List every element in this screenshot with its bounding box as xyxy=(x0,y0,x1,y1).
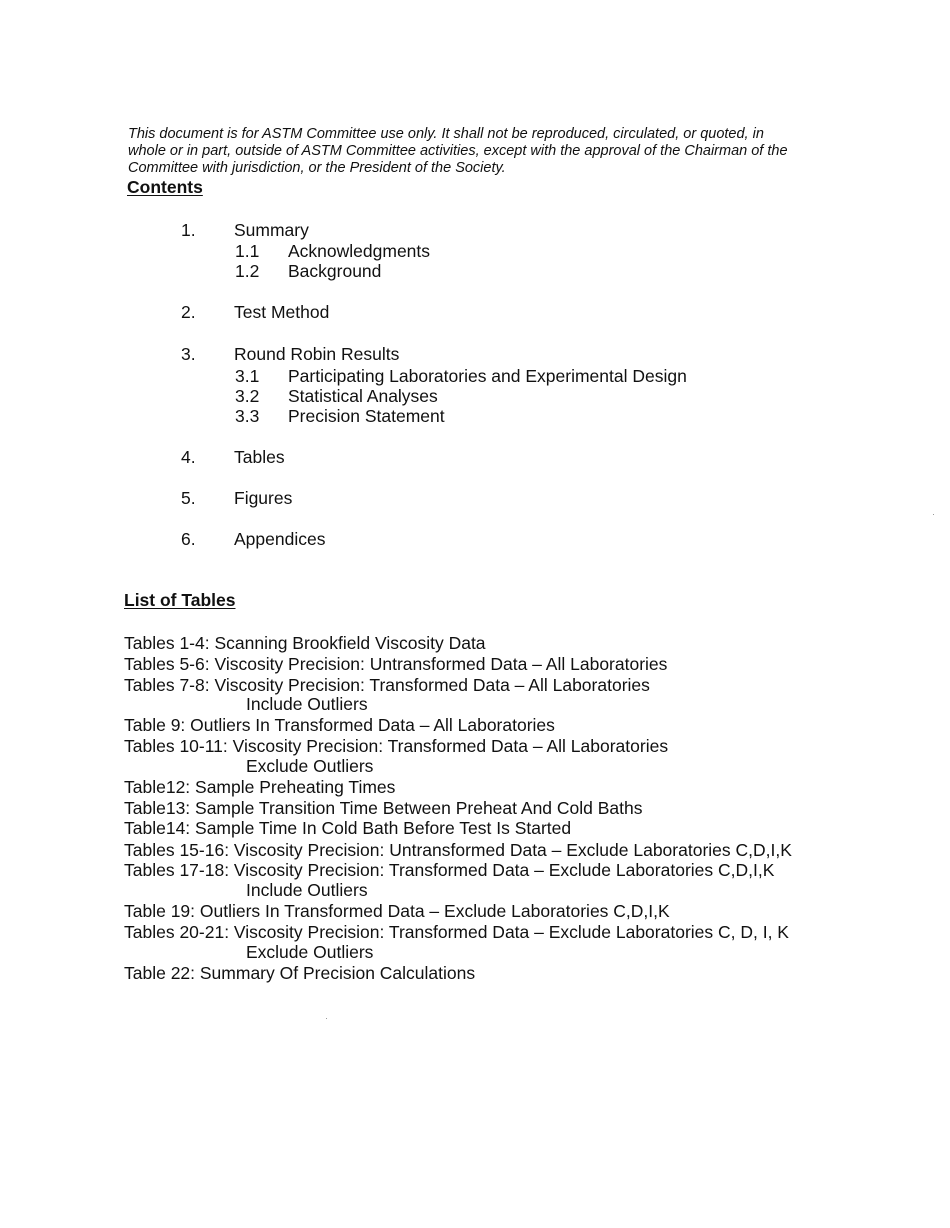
table-list-entry: Tables 7-8: Viscosity Precision: Transformed Data – All Laboratories xyxy=(124,675,650,695)
table-list-entry: Table13: Sample Transition Time Between Preheat And Cold Baths xyxy=(124,798,643,818)
table-list-entry: Table12: Sample Preheating Times xyxy=(124,777,396,797)
toc-section-number: 2. xyxy=(181,302,196,322)
toc-subsection-title: Acknowledgments xyxy=(288,241,431,261)
toc-section-number: 6. xyxy=(181,529,196,549)
toc-section-title: Tables xyxy=(234,447,285,467)
table-list-entry: Tables 15-16: Viscosity Precision: Untransformed Data – Exclude Laboratories C,D,I,K xyxy=(124,840,792,860)
toc-section-title: Figures xyxy=(234,488,293,508)
table-list-entry-continuation: Include Outliers xyxy=(246,880,368,900)
table-list-entry-continuation: Include Outliers xyxy=(246,694,368,714)
toc-section-title: Appendices xyxy=(234,529,326,549)
toc-subsection-title: Participating Laboratories and Experimental Design xyxy=(288,366,687,386)
toc-section-number: 4. xyxy=(181,447,196,467)
scan-speck xyxy=(933,514,934,515)
table-list-entry: Tables 10-11: Viscosity Precision: Transformed Data – All Laboratories xyxy=(124,736,669,756)
restriction-notice xyxy=(128,126,828,177)
table-list-entry: Table 19: Outliers In Transformed Data – Exclude Laboratories C,D,I,K xyxy=(124,901,670,921)
list-of-tables-heading: List of Tables xyxy=(124,590,236,610)
notice-line: Committee with jurisdiction, or the President of the Society. xyxy=(128,160,506,176)
table-list-entry-continuation: Exclude Outliers xyxy=(246,942,374,962)
toc-section-number: 1. xyxy=(181,220,196,240)
toc-subsection-number: 1.2 xyxy=(235,261,260,281)
notice-line: This document is for ASTM Committee use only. It shall not be reproduced, circulated, or quoted, in xyxy=(128,126,764,142)
contents-heading: Contents xyxy=(127,177,203,197)
toc-subsection-number: 3.2 xyxy=(235,386,260,406)
toc-section-number: 5. xyxy=(181,488,196,508)
scan-speck xyxy=(326,1018,327,1019)
toc-subsection-title: Background xyxy=(288,261,382,281)
table-list-entry: Table14: Sample Time In Cold Bath Before Test Is Started xyxy=(124,818,572,838)
table-list-entry: Table 9: Outliers In Transformed Data – All Laboratories xyxy=(124,715,555,735)
table-list-entry: Tables 5-6: Viscosity Precision: Untransformed Data – All Laboratories xyxy=(124,654,668,674)
toc-section-title: Test Method xyxy=(234,302,330,322)
toc-subsection-title: Statistical Analyses xyxy=(288,386,438,406)
table-list-entry: Tables 1-4: Scanning Brookfield Viscosity Data xyxy=(124,633,486,653)
table-list-entry: Table 22: Summary Of Precision Calculations xyxy=(124,963,476,983)
table-list-entry: Tables 20-21: Viscosity Precision: Transformed Data – Exclude Laboratories C, D, I, K xyxy=(124,922,789,942)
toc-section-title: Round Robin Results xyxy=(234,344,400,364)
toc-section-title: Summary xyxy=(234,220,309,240)
toc-subsection-number: 1.1 xyxy=(235,241,260,261)
notice-line: whole or in part, outside of ASTM Committee activities, except with the approval of the Chairman of the xyxy=(128,143,788,159)
toc-subsection-title: Precision Statement xyxy=(288,406,445,426)
table-list-entry-continuation: Exclude Outliers xyxy=(246,756,374,776)
table-list-entry: Tables 17-18: Viscosity Precision: Transformed Data – Exclude Laboratories C,D,I,K xyxy=(124,860,775,880)
toc-subsection-number: 3.3 xyxy=(235,406,260,426)
toc-subsection-number: 3.1 xyxy=(235,366,260,386)
toc-section-number: 3. xyxy=(181,344,196,364)
